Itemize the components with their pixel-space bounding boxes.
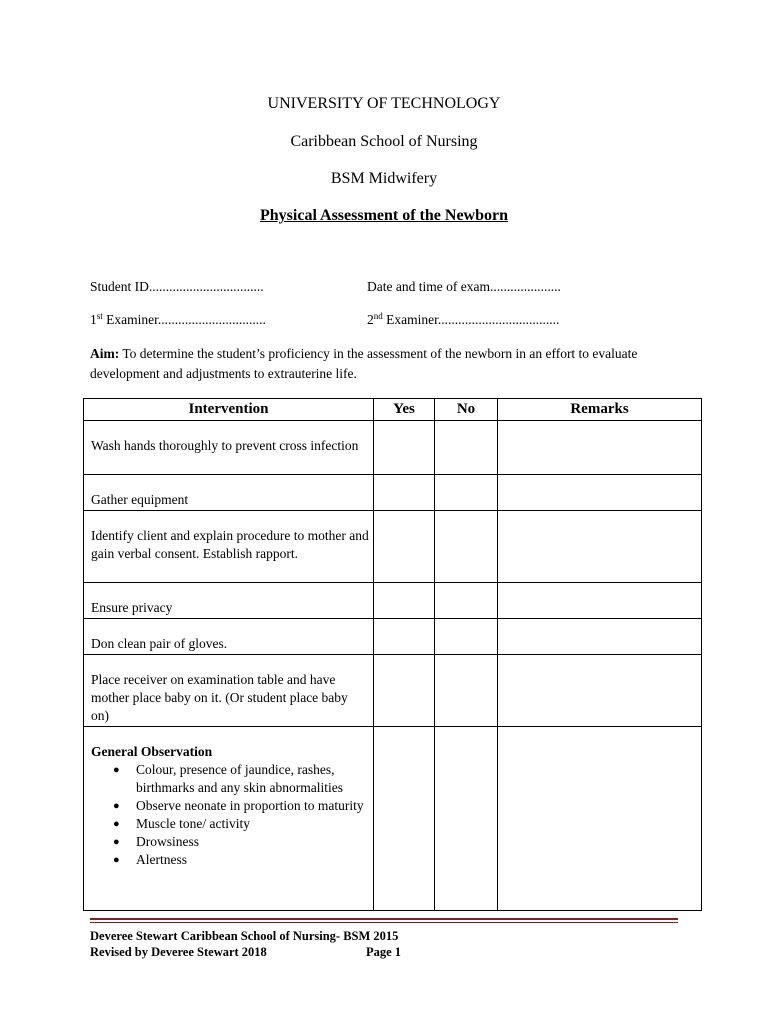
identity-row (90, 278, 690, 296)
first-examiner-label: Examiner................................ (102, 312, 266, 327)
university-name: UNIVERSITY OF TECHNOLOGY (267, 95, 501, 112)
examiner-row (90, 311, 690, 329)
table-header-row (84, 399, 702, 421)
intervention-cell: Wash hands thoroughly to prevent cross infection (84, 421, 374, 475)
yes-cell[interactable] (374, 475, 435, 511)
aim-text: To determine the student’s proficiency in the assessment of the newborn in an effort to evaluate development and adjustments to extrauterine life. (90, 346, 638, 381)
assessment-table (83, 398, 702, 911)
list-item: ● Muscle tone/ activity (113, 816, 250, 831)
second-examiner-number: 2 (367, 312, 374, 327)
table-row (84, 583, 702, 619)
school-name: Caribbean School of Nursing (290, 133, 478, 150)
program-name: BSM Midwifery (330, 170, 438, 187)
bullet-icon: ● (113, 836, 120, 848)
table-row (84, 511, 702, 583)
second-examiner-ordinal: nd (373, 311, 383, 321)
list-item: ● Drowsiness (113, 834, 199, 849)
aim-label: Aim: (90, 346, 120, 361)
yes-cell[interactable] (374, 421, 435, 475)
student-id-field[interactable]: Student ID.................................. (90, 279, 264, 294)
second-examiner-label: Examiner.................................... (382, 312, 560, 327)
intervention-header: Intervention (84, 399, 374, 421)
bullet-icon: ● (113, 818, 120, 830)
footer-rule-thin (90, 922, 678, 923)
no-header: No (435, 399, 498, 421)
yes-cell[interactable] (374, 727, 435, 911)
observation-title: General Observation (91, 744, 213, 759)
no-cell[interactable] (435, 655, 498, 727)
first-examiner-number: 1 (90, 312, 97, 327)
no-cell[interactable] (435, 421, 498, 475)
remarks-cell[interactable] (498, 421, 702, 475)
intervention-cell: Place receiver on examination table and have mother place baby on it. (Or student place baby on) (84, 655, 374, 727)
remarks-cell[interactable] (498, 583, 702, 619)
footer-revision-line: Revised by Deveree Stewart 2018 (90, 945, 267, 959)
observation-list (91, 761, 369, 869)
footer-author-line: Deveree Stewart Caribbean School of Nursing- BSM 2015 (90, 929, 399, 943)
table-row (84, 655, 702, 727)
bullet-icon: ● (113, 854, 120, 866)
yes-cell[interactable] (374, 619, 435, 655)
first-examiner-field[interactable] (90, 312, 266, 327)
observation-cell (84, 727, 374, 911)
document-title: Physical Assessment of the Newborn (260, 207, 508, 224)
list-item: ● Observe neonate in proportion to maturity (113, 798, 364, 813)
list-item: ● Colour, presence of jaundice, rashes, birthmarks and any skin abnormalities (113, 762, 343, 795)
remarks-cell[interactable] (498, 655, 702, 727)
table-row (84, 619, 702, 655)
intervention-cell: Don clean pair of gloves. (84, 619, 374, 655)
bullet-icon: ● (113, 800, 120, 812)
second-examiner-field[interactable] (367, 311, 559, 329)
table-row (84, 475, 702, 511)
yes-cell[interactable] (374, 655, 435, 727)
yes-header: Yes (374, 399, 435, 421)
table-row (84, 727, 702, 911)
intervention-cell: Identify client and explain procedure to mother and gain verbal consent. Establish rapport. (84, 511, 374, 583)
yes-cell[interactable] (374, 511, 435, 583)
bullet-icon: ● (113, 764, 120, 776)
remarks-header: Remarks (498, 399, 702, 421)
remarks-cell[interactable] (498, 727, 702, 911)
list-item: ● Alertness (113, 852, 187, 867)
no-cell[interactable] (435, 727, 498, 911)
no-cell[interactable] (435, 583, 498, 619)
table-row (84, 421, 702, 475)
first-examiner-ordinal: st (96, 311, 103, 321)
remarks-cell[interactable] (498, 475, 702, 511)
intervention-cell: Ensure privacy (84, 583, 374, 619)
remarks-cell[interactable] (498, 619, 702, 655)
aim-statement (90, 344, 690, 384)
page-number: Page 1 (366, 945, 402, 959)
no-cell[interactable] (435, 475, 498, 511)
no-cell[interactable] (435, 511, 498, 583)
intervention-cell: Gather equipment (84, 475, 374, 511)
footer-rule (90, 918, 678, 920)
remarks-cell[interactable] (498, 511, 702, 583)
no-cell[interactable] (435, 619, 498, 655)
date-time-field[interactable]: Date and time of exam..................... (367, 279, 561, 294)
yes-cell[interactable] (374, 583, 435, 619)
